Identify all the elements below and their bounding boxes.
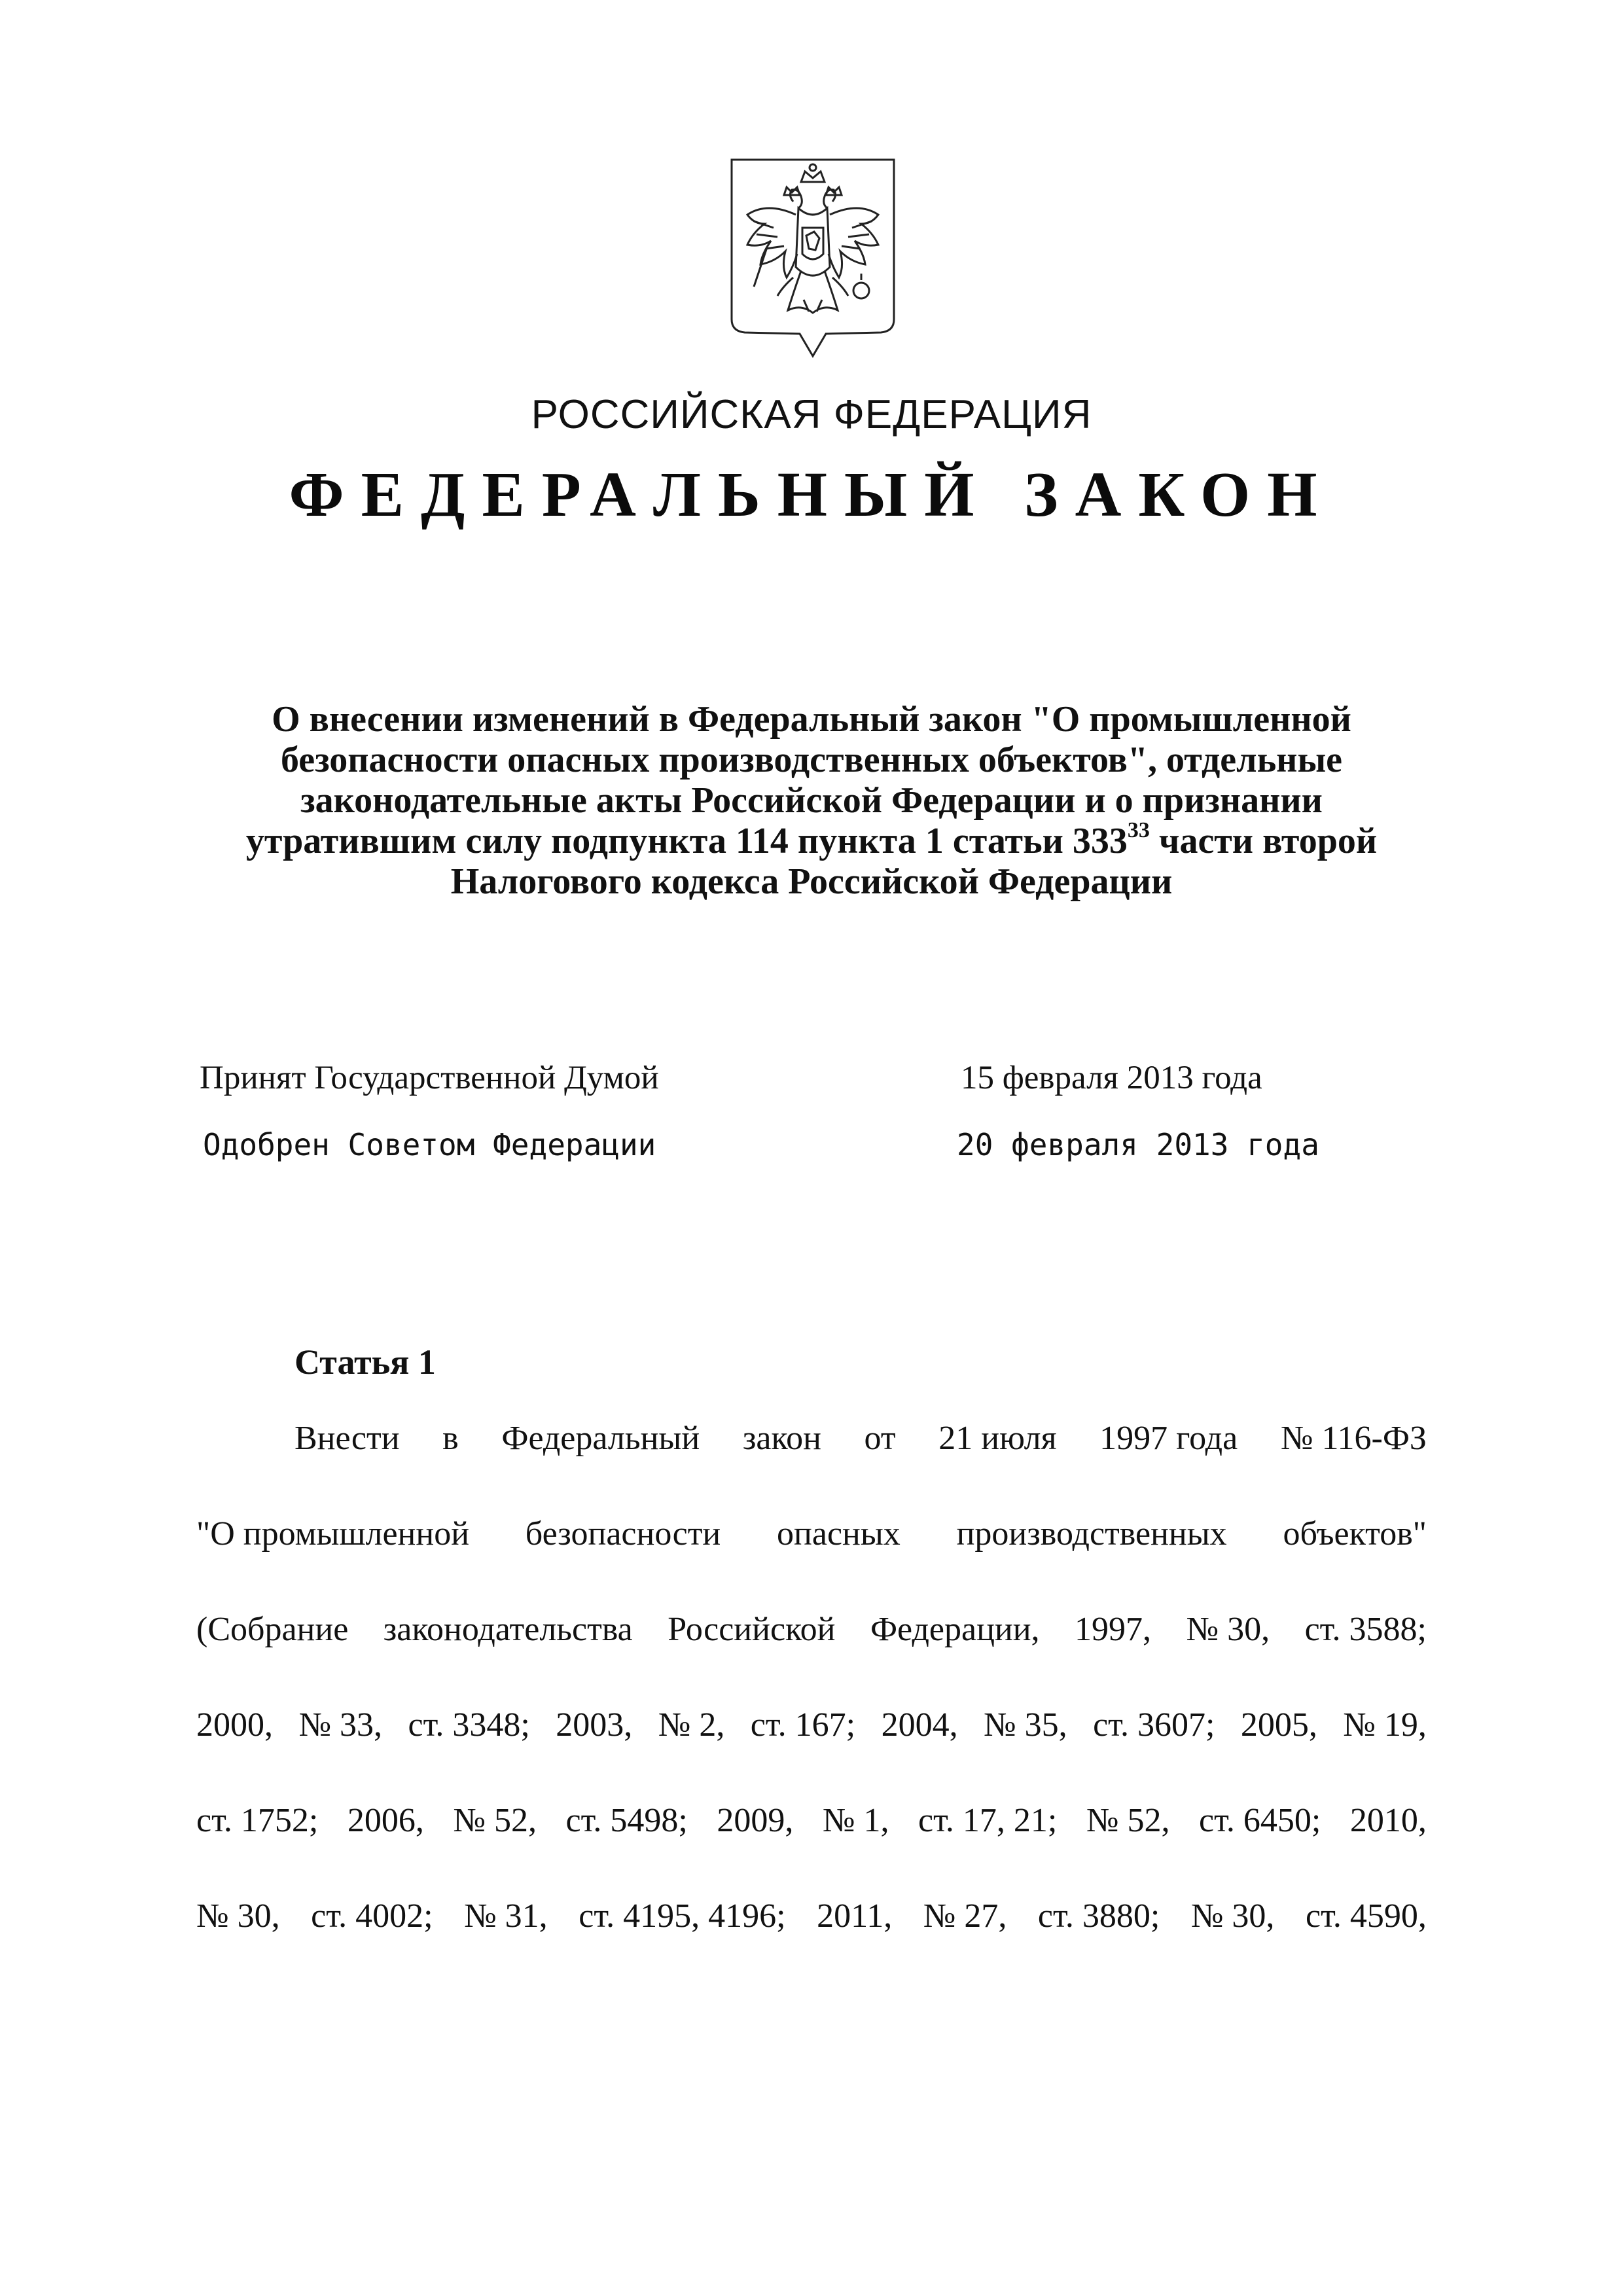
article-word: 2004, (881, 1706, 958, 1744)
article-word: ст. 1752; (196, 1802, 319, 1839)
article-word: "О промышленной (196, 1515, 470, 1552)
article-word: ст. 3348; (408, 1706, 530, 1744)
article-word: безопасности (525, 1515, 721, 1552)
law-title-line-tail: части второй (1149, 821, 1378, 861)
article-word: Внести (294, 1420, 400, 1457)
article-word: № 31, (464, 1897, 548, 1935)
law-title-line: Налогового кодекса Российской Федерации (450, 861, 1173, 902)
article-word: № 33, (298, 1706, 383, 1744)
article-word: 2009, (717, 1802, 794, 1839)
article-body-line (196, 1897, 1427, 1936)
article-body-line (196, 1801, 1427, 1840)
article-word: ст. 167; (750, 1706, 856, 1744)
article-word: ст. 4590, (1305, 1897, 1427, 1935)
article-word: 2006, (347, 1802, 424, 1839)
article-word: № 19, (1343, 1706, 1427, 1744)
article-word: № 30, (1190, 1897, 1275, 1935)
article-word: ст. 3607; (1093, 1706, 1215, 1744)
article-body-line (196, 1610, 1427, 1649)
article-word: ст. 3588; (1304, 1611, 1427, 1648)
article-body-line (196, 1515, 1427, 1554)
law-title-line-text: утратившим силу подпункта 114 пункта 1 статьи 333 (245, 821, 1128, 861)
article-word: 2005, (1240, 1706, 1317, 1744)
russian-coat-of-arms-icon (728, 156, 898, 359)
article-body-line (196, 1419, 1427, 1458)
article-word: ст. 5498; (565, 1802, 688, 1839)
article-word: (Собрание (196, 1611, 349, 1648)
article-word: ст. 17, 21; (918, 1802, 1058, 1839)
article-word: закон (742, 1420, 821, 1457)
article-word: ст. 3880; (1037, 1897, 1160, 1935)
article-word: № 30, (1186, 1611, 1270, 1648)
document-type: ФЕДЕРАЛЬНЫЙ ЗАКОН (289, 459, 1334, 530)
law-title-line: безопасности опасных производственных объектов", отдельные (280, 740, 1343, 780)
article-word: Федерации, (870, 1611, 1040, 1648)
article-body-line (196, 1706, 1427, 1745)
law-title-line (157, 818, 1466, 861)
article-word: 2003, (556, 1706, 633, 1744)
duma-adoption-label: Принят Государственной Думой (200, 1060, 659, 1096)
article-word: ст. 4002; (311, 1897, 433, 1935)
article-heading: Статья 1 (294, 1342, 436, 1382)
council-approval-date: 20 февраля 2013 года (957, 1127, 1319, 1162)
article-word: законодательства (383, 1611, 633, 1648)
article-word: № 116-ФЗ (1280, 1420, 1427, 1457)
article-word: Российской (668, 1611, 836, 1648)
article-word: 1997 года (1099, 1420, 1238, 1457)
article-word: Федеральный (501, 1420, 700, 1457)
law-title (157, 699, 1466, 902)
duma-adoption-date: 15 февраля 2013 года (961, 1060, 1262, 1096)
council-approval-label: Одобрен Советом Федерации (203, 1127, 656, 1162)
article-word: № 1, (822, 1802, 889, 1839)
article-word: от (864, 1420, 896, 1457)
article-word: 21 июля (938, 1420, 1057, 1457)
article-word: ст. 6450; (1199, 1802, 1321, 1839)
article-word: № 30, (196, 1897, 280, 1935)
article-word: 2011, (817, 1897, 893, 1935)
article-word: № 52, (1086, 1802, 1170, 1839)
article-word: объектов" (1283, 1515, 1427, 1552)
article-word: № 35, (984, 1706, 1067, 1744)
article-word: 1997, (1075, 1611, 1152, 1648)
article-word: № 27, (923, 1897, 1007, 1935)
article-superscript: 33 (1127, 818, 1150, 843)
article-word: производственных (956, 1515, 1227, 1552)
article-word: № 2, (658, 1706, 725, 1744)
article-word: 2000, (196, 1706, 273, 1744)
article-word: 2010, (1349, 1802, 1427, 1839)
law-title-line: О внесении изменений в Федеральный закон "О промышленной (272, 699, 1351, 740)
article-word: в (442, 1420, 459, 1457)
article-word: № 52, (453, 1802, 537, 1839)
article-word: опасных (777, 1515, 901, 1552)
article-word: ст. 4195, 4196; (579, 1897, 786, 1935)
law-title-line: законодательные акты Российской Федерации и о признании (300, 780, 1323, 821)
country-name: РОССИЙСКАЯ ФЕДЕРАЦИЯ (531, 392, 1092, 437)
article-body (196, 1419, 1427, 1992)
